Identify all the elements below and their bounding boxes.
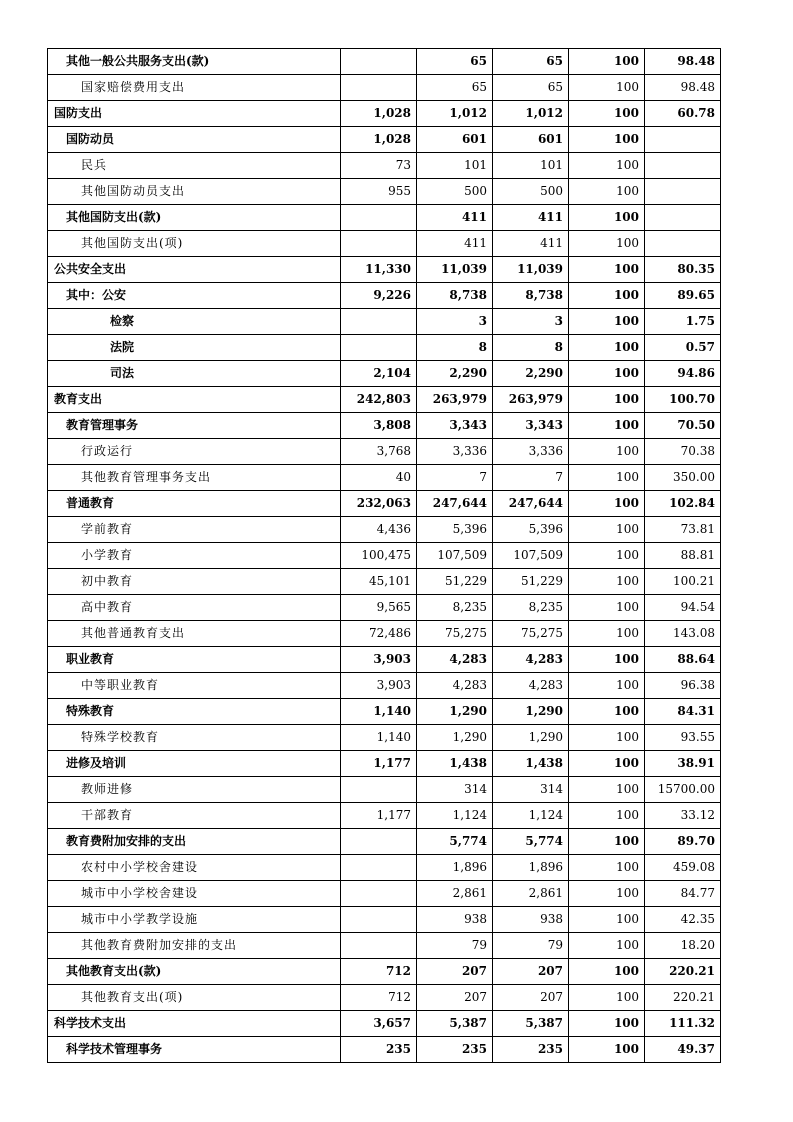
table-row	[48, 985, 721, 1011]
prior-year-value-cell	[341, 75, 417, 101]
yoy-percent-cell: 102.84	[645, 491, 721, 517]
table-row	[48, 205, 721, 231]
adjusted-budget-value-cell: 4,283	[493, 647, 569, 673]
yoy-percent-cell	[645, 231, 721, 257]
table-row	[48, 465, 721, 491]
budget-value-cell: 263,979	[417, 387, 493, 413]
table-row	[48, 179, 721, 205]
prior-year-value-cell: 3,808	[341, 413, 417, 439]
item-name-cell: 教育费附加安排的支出	[48, 829, 341, 855]
table-row	[48, 1011, 721, 1037]
completion-percent-cell: 100	[569, 413, 645, 439]
item-name-cell: 科学技术管理事务	[48, 1037, 341, 1063]
completion-percent-cell: 100	[569, 569, 645, 595]
adjusted-budget-value-cell: 2,861	[493, 881, 569, 907]
item-name-cell: 其中：公安	[48, 283, 341, 309]
item-name-cell: 其他一般公共服务支出(款)	[48, 49, 341, 75]
table-row	[48, 491, 721, 517]
item-name-cell: 科学技术支出	[48, 1011, 341, 1037]
budget-value-cell: 5,396	[417, 517, 493, 543]
completion-percent-cell: 100	[569, 751, 645, 777]
item-name-cell: 小学教育	[48, 543, 341, 569]
item-name-cell: 教师进修	[48, 777, 341, 803]
item-name-cell: 检察	[48, 309, 341, 335]
prior-year-value-cell: 72,486	[341, 621, 417, 647]
budget-value-cell: 601	[417, 127, 493, 153]
budget-value-cell: 79	[417, 933, 493, 959]
item-name-cell: 城市中小学教学设施	[48, 907, 341, 933]
item-name-cell: 其他普通教育支出	[48, 621, 341, 647]
adjusted-budget-value-cell: 247,644	[493, 491, 569, 517]
item-name-cell: 其他国防支出(项)	[48, 231, 341, 257]
completion-percent-cell: 100	[569, 335, 645, 361]
budget-value-cell: 5,774	[417, 829, 493, 855]
adjusted-budget-value-cell: 8,235	[493, 595, 569, 621]
table-row	[48, 335, 721, 361]
prior-year-value-cell: 955	[341, 179, 417, 205]
prior-year-value-cell	[341, 335, 417, 361]
table-row	[48, 673, 721, 699]
completion-percent-cell: 100	[569, 543, 645, 569]
item-name-cell: 其他教育费附加安排的支出	[48, 933, 341, 959]
yoy-percent-cell: 111.32	[645, 1011, 721, 1037]
prior-year-value-cell: 40	[341, 465, 417, 491]
adjusted-budget-value-cell: 1,290	[493, 699, 569, 725]
budget-value-cell: 247,644	[417, 491, 493, 517]
budget-value-cell: 411	[417, 231, 493, 257]
prior-year-value-cell	[341, 829, 417, 855]
table-row	[48, 777, 721, 803]
table-row	[48, 933, 721, 959]
completion-percent-cell: 100	[569, 257, 645, 283]
table-row	[48, 517, 721, 543]
yoy-percent-cell: 80.35	[645, 257, 721, 283]
budget-value-cell: 1,290	[417, 699, 493, 725]
item-name-cell: 国防动员	[48, 127, 341, 153]
prior-year-value-cell	[341, 777, 417, 803]
completion-percent-cell: 100	[569, 673, 645, 699]
adjusted-budget-value-cell: 79	[493, 933, 569, 959]
completion-percent-cell: 100	[569, 985, 645, 1011]
yoy-percent-cell: 143.08	[645, 621, 721, 647]
adjusted-budget-value-cell: 7	[493, 465, 569, 491]
budget-value-cell: 1,012	[417, 101, 493, 127]
completion-percent-cell: 100	[569, 855, 645, 881]
yoy-percent-cell: 220.21	[645, 985, 721, 1011]
prior-year-value-cell: 1,177	[341, 803, 417, 829]
adjusted-budget-value-cell: 263,979	[493, 387, 569, 413]
budget-value-cell: 4,283	[417, 647, 493, 673]
adjusted-budget-value-cell: 1,124	[493, 803, 569, 829]
budget-value-cell: 1,290	[417, 725, 493, 751]
table-row	[48, 75, 721, 101]
adjusted-budget-value-cell: 107,509	[493, 543, 569, 569]
prior-year-value-cell: 2,104	[341, 361, 417, 387]
item-name-cell: 干部教育	[48, 803, 341, 829]
table-row	[48, 699, 721, 725]
yoy-percent-cell: 0.57	[645, 335, 721, 361]
completion-percent-cell: 100	[569, 595, 645, 621]
yoy-percent-cell: 42.35	[645, 907, 721, 933]
item-name-cell: 高中教育	[48, 595, 341, 621]
completion-percent-cell: 100	[569, 361, 645, 387]
budget-value-cell: 75,275	[417, 621, 493, 647]
completion-percent-cell: 100	[569, 387, 645, 413]
table-row	[48, 101, 721, 127]
adjusted-budget-value-cell: 207	[493, 959, 569, 985]
completion-percent-cell: 100	[569, 829, 645, 855]
adjusted-budget-value-cell: 101	[493, 153, 569, 179]
item-name-cell: 其他教育支出(项)	[48, 985, 341, 1011]
yoy-percent-cell: 60.78	[645, 101, 721, 127]
prior-year-value-cell	[341, 933, 417, 959]
yoy-percent-cell: 88.81	[645, 543, 721, 569]
adjusted-budget-value-cell: 75,275	[493, 621, 569, 647]
item-name-cell: 国家赔偿费用支出	[48, 75, 341, 101]
yoy-percent-cell: 96.38	[645, 673, 721, 699]
adjusted-budget-value-cell: 1,012	[493, 101, 569, 127]
yoy-percent-cell: 49.37	[645, 1037, 721, 1063]
table-row	[48, 231, 721, 257]
completion-percent-cell: 100	[569, 439, 645, 465]
yoy-percent-cell: 84.77	[645, 881, 721, 907]
adjusted-budget-value-cell: 5,774	[493, 829, 569, 855]
budget-value-cell: 65	[417, 49, 493, 75]
prior-year-value-cell: 1,028	[341, 127, 417, 153]
adjusted-budget-value-cell: 5,387	[493, 1011, 569, 1037]
yoy-percent-cell: 89.70	[645, 829, 721, 855]
item-name-cell: 学前教育	[48, 517, 341, 543]
prior-year-value-cell	[341, 205, 417, 231]
adjusted-budget-value-cell: 1,438	[493, 751, 569, 777]
prior-year-value-cell: 3,903	[341, 673, 417, 699]
budget-value-cell: 1,124	[417, 803, 493, 829]
yoy-percent-cell: 350.00	[645, 465, 721, 491]
budget-value-cell: 235	[417, 1037, 493, 1063]
budget-value-cell: 107,509	[417, 543, 493, 569]
table-row	[48, 907, 721, 933]
budget-value-cell: 3,336	[417, 439, 493, 465]
adjusted-budget-value-cell: 601	[493, 127, 569, 153]
table-row	[48, 413, 721, 439]
budget-value-cell: 207	[417, 959, 493, 985]
budget-value-cell: 5,387	[417, 1011, 493, 1037]
item-name-cell: 普通教育	[48, 491, 341, 517]
completion-percent-cell: 100	[569, 49, 645, 75]
adjusted-budget-value-cell: 500	[493, 179, 569, 205]
completion-percent-cell: 100	[569, 803, 645, 829]
budget-value-cell: 411	[417, 205, 493, 231]
table-row	[48, 751, 721, 777]
completion-percent-cell: 100	[569, 725, 645, 751]
completion-percent-cell: 100	[569, 881, 645, 907]
prior-year-value-cell: 1,177	[341, 751, 417, 777]
yoy-percent-cell	[645, 179, 721, 205]
item-name-cell: 教育支出	[48, 387, 341, 413]
yoy-percent-cell: 70.38	[645, 439, 721, 465]
completion-percent-cell: 100	[569, 101, 645, 127]
budget-value-cell: 11,039	[417, 257, 493, 283]
item-name-cell: 特殊教育	[48, 699, 341, 725]
prior-year-value-cell: 1,140	[341, 725, 417, 751]
prior-year-value-cell: 3,768	[341, 439, 417, 465]
budget-value-cell: 51,229	[417, 569, 493, 595]
table-row	[48, 309, 721, 335]
item-name-cell: 司法	[48, 361, 341, 387]
yoy-percent-cell: 98.48	[645, 75, 721, 101]
budget-value-cell: 938	[417, 907, 493, 933]
adjusted-budget-value-cell: 4,283	[493, 673, 569, 699]
item-name-cell: 特殊学校教育	[48, 725, 341, 751]
table-row	[48, 569, 721, 595]
completion-percent-cell: 100	[569, 231, 645, 257]
item-name-cell: 职业教育	[48, 647, 341, 673]
table-row	[48, 153, 721, 179]
prior-year-value-cell: 3,903	[341, 647, 417, 673]
yoy-percent-cell: 73.81	[645, 517, 721, 543]
item-name-cell: 国防支出	[48, 101, 341, 127]
table-row	[48, 647, 721, 673]
adjusted-budget-value-cell: 3,336	[493, 439, 569, 465]
prior-year-value-cell: 712	[341, 959, 417, 985]
adjusted-budget-value-cell: 3	[493, 309, 569, 335]
prior-year-value-cell: 73	[341, 153, 417, 179]
adjusted-budget-value-cell: 65	[493, 75, 569, 101]
budget-value-cell: 2,290	[417, 361, 493, 387]
item-name-cell: 其他国防支出(款)	[48, 205, 341, 231]
budget-table-body	[48, 49, 721, 1063]
item-name-cell: 行政运行	[48, 439, 341, 465]
adjusted-budget-value-cell: 3,343	[493, 413, 569, 439]
prior-year-value-cell: 242,803	[341, 387, 417, 413]
yoy-percent-cell: 459.08	[645, 855, 721, 881]
completion-percent-cell: 100	[569, 699, 645, 725]
completion-percent-cell: 100	[569, 127, 645, 153]
yoy-percent-cell: 98.48	[645, 49, 721, 75]
item-name-cell: 中等职业教育	[48, 673, 341, 699]
prior-year-value-cell: 3,657	[341, 1011, 417, 1037]
adjusted-budget-value-cell: 51,229	[493, 569, 569, 595]
adjusted-budget-value-cell: 411	[493, 205, 569, 231]
budget-value-cell: 314	[417, 777, 493, 803]
prior-year-value-cell: 1,140	[341, 699, 417, 725]
completion-percent-cell: 100	[569, 907, 645, 933]
table-row	[48, 439, 721, 465]
budget-value-cell: 1,438	[417, 751, 493, 777]
table-row	[48, 361, 721, 387]
completion-percent-cell: 100	[569, 465, 645, 491]
item-name-cell: 农村中小学校舍建设	[48, 855, 341, 881]
table-row	[48, 881, 721, 907]
adjusted-budget-value-cell: 207	[493, 985, 569, 1011]
budget-value-cell: 3,343	[417, 413, 493, 439]
yoy-percent-cell	[645, 153, 721, 179]
table-row	[48, 829, 721, 855]
completion-percent-cell: 100	[569, 491, 645, 517]
budget-value-cell: 1,896	[417, 855, 493, 881]
table-row	[48, 49, 721, 75]
prior-year-value-cell	[341, 231, 417, 257]
completion-percent-cell: 100	[569, 777, 645, 803]
prior-year-value-cell: 235	[341, 1037, 417, 1063]
yoy-percent-cell: 1.75	[645, 309, 721, 335]
yoy-percent-cell: 93.55	[645, 725, 721, 751]
yoy-percent-cell: 33.12	[645, 803, 721, 829]
prior-year-value-cell: 4,436	[341, 517, 417, 543]
yoy-percent-cell: 84.31	[645, 699, 721, 725]
completion-percent-cell: 100	[569, 283, 645, 309]
completion-percent-cell: 100	[569, 933, 645, 959]
completion-percent-cell: 100	[569, 75, 645, 101]
completion-percent-cell: 100	[569, 959, 645, 985]
budget-value-cell: 8	[417, 335, 493, 361]
budget-value-cell: 4,283	[417, 673, 493, 699]
table-row	[48, 127, 721, 153]
budget-table	[47, 48, 721, 1063]
yoy-percent-cell	[645, 127, 721, 153]
prior-year-value-cell	[341, 855, 417, 881]
yoy-percent-cell: 88.64	[645, 647, 721, 673]
yoy-percent-cell: 94.86	[645, 361, 721, 387]
table-row	[48, 725, 721, 751]
adjusted-budget-value-cell: 314	[493, 777, 569, 803]
prior-year-value-cell: 9,565	[341, 595, 417, 621]
prior-year-value-cell	[341, 309, 417, 335]
completion-percent-cell: 100	[569, 517, 645, 543]
item-name-cell: 教育管理事务	[48, 413, 341, 439]
table-row	[48, 855, 721, 881]
yoy-percent-cell	[645, 205, 721, 231]
adjusted-budget-value-cell: 65	[493, 49, 569, 75]
yoy-percent-cell: 15700.00	[645, 777, 721, 803]
yoy-percent-cell: 89.65	[645, 283, 721, 309]
completion-percent-cell: 100	[569, 647, 645, 673]
budget-value-cell: 500	[417, 179, 493, 205]
item-name-cell: 民兵	[48, 153, 341, 179]
prior-year-value-cell	[341, 49, 417, 75]
budget-value-cell: 3	[417, 309, 493, 335]
prior-year-value-cell	[341, 907, 417, 933]
table-row	[48, 959, 721, 985]
item-name-cell: 其他教育支出(款)	[48, 959, 341, 985]
table-row	[48, 283, 721, 309]
adjusted-budget-value-cell: 411	[493, 231, 569, 257]
item-name-cell: 城市中小学校舍建设	[48, 881, 341, 907]
prior-year-value-cell: 11,330	[341, 257, 417, 283]
item-name-cell: 法院	[48, 335, 341, 361]
completion-percent-cell: 100	[569, 205, 645, 231]
prior-year-value-cell: 712	[341, 985, 417, 1011]
yoy-percent-cell: 100.70	[645, 387, 721, 413]
adjusted-budget-value-cell: 11,039	[493, 257, 569, 283]
yoy-percent-cell: 18.20	[645, 933, 721, 959]
yoy-percent-cell: 70.50	[645, 413, 721, 439]
prior-year-value-cell	[341, 881, 417, 907]
prior-year-value-cell: 232,063	[341, 491, 417, 517]
item-name-cell: 其他教育管理事务支出	[48, 465, 341, 491]
budget-value-cell: 8,235	[417, 595, 493, 621]
item-name-cell: 初中教育	[48, 569, 341, 595]
yoy-percent-cell: 220.21	[645, 959, 721, 985]
completion-percent-cell: 100	[569, 153, 645, 179]
budget-value-cell: 207	[417, 985, 493, 1011]
budget-value-cell: 8,738	[417, 283, 493, 309]
item-name-cell: 公共安全支出	[48, 257, 341, 283]
adjusted-budget-value-cell: 2,290	[493, 361, 569, 387]
completion-percent-cell: 100	[569, 179, 645, 205]
completion-percent-cell: 100	[569, 309, 645, 335]
completion-percent-cell: 100	[569, 1011, 645, 1037]
yoy-percent-cell: 94.54	[645, 595, 721, 621]
table-row	[48, 621, 721, 647]
item-name-cell: 其他国防动员支出	[48, 179, 341, 205]
adjusted-budget-value-cell: 938	[493, 907, 569, 933]
budget-value-cell: 65	[417, 75, 493, 101]
budget-value-cell: 2,861	[417, 881, 493, 907]
completion-percent-cell: 100	[569, 621, 645, 647]
adjusted-budget-value-cell: 1,290	[493, 725, 569, 751]
table-row	[48, 803, 721, 829]
table-row	[48, 1037, 721, 1063]
table-row	[48, 387, 721, 413]
adjusted-budget-value-cell: 235	[493, 1037, 569, 1063]
adjusted-budget-value-cell: 8	[493, 335, 569, 361]
adjusted-budget-value-cell: 8,738	[493, 283, 569, 309]
budget-value-cell: 7	[417, 465, 493, 491]
prior-year-value-cell: 9,226	[341, 283, 417, 309]
prior-year-value-cell: 45,101	[341, 569, 417, 595]
table-row	[48, 543, 721, 569]
table-row	[48, 257, 721, 283]
adjusted-budget-value-cell: 5,396	[493, 517, 569, 543]
adjusted-budget-value-cell: 1,896	[493, 855, 569, 881]
budget-value-cell: 101	[417, 153, 493, 179]
yoy-percent-cell: 100.21	[645, 569, 721, 595]
item-name-cell: 进修及培训	[48, 751, 341, 777]
completion-percent-cell: 100	[569, 1037, 645, 1063]
prior-year-value-cell: 100,475	[341, 543, 417, 569]
yoy-percent-cell: 38.91	[645, 751, 721, 777]
table-row	[48, 595, 721, 621]
prior-year-value-cell: 1,028	[341, 101, 417, 127]
